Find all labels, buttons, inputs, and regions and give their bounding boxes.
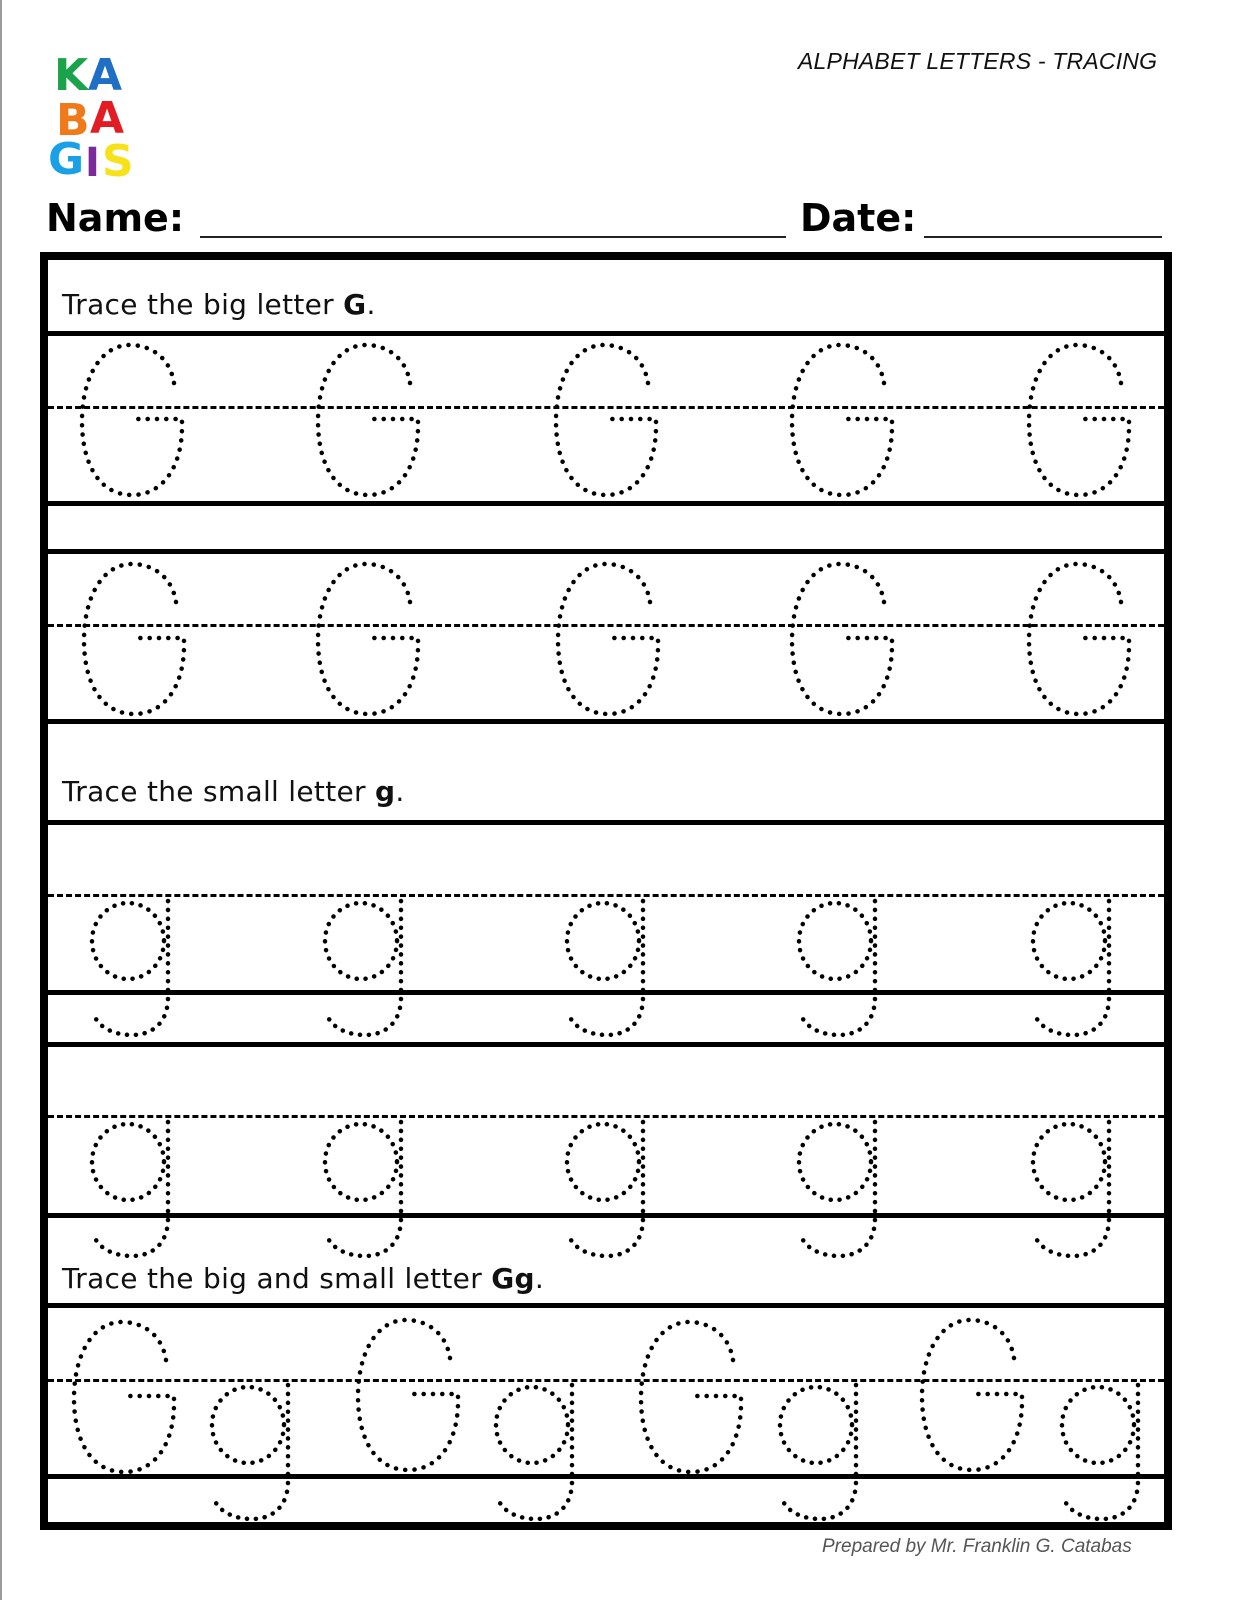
traceable-letter-g[interactable] bbox=[1062, 1385, 1138, 1519]
traceable-letter-G[interactable] bbox=[358, 1320, 458, 1470]
traceable-letter-g[interactable] bbox=[92, 901, 168, 1035]
traceable-letter-g[interactable] bbox=[1033, 1122, 1109, 1256]
instruction-letter: G bbox=[343, 288, 367, 321]
credit-footer: Prepared by Mr. Franklin G. Catabas bbox=[822, 1536, 1132, 1557]
traceable-letter-g[interactable] bbox=[496, 1385, 572, 1519]
traceable-letter-g[interactable] bbox=[567, 901, 643, 1035]
trace-row-3 bbox=[92, 901, 1109, 1035]
traceable-letter-G[interactable] bbox=[556, 345, 656, 495]
traceable-letter-g[interactable] bbox=[1033, 901, 1109, 1035]
traceable-letter-g[interactable] bbox=[92, 1122, 168, 1256]
traceable-letter-g[interactable] bbox=[799, 901, 875, 1035]
instruction-text: Trace the small letter bbox=[62, 775, 376, 808]
traceable-letter-g[interactable] bbox=[325, 901, 401, 1035]
logo-letter-i: I bbox=[85, 140, 100, 186]
traceable-letter-G[interactable] bbox=[74, 1322, 174, 1472]
trace-row-2 bbox=[84, 564, 1129, 714]
traceable-letter-g[interactable] bbox=[780, 1385, 856, 1519]
traceable-letter-g[interactable] bbox=[567, 1122, 643, 1256]
traceable-letter-G[interactable] bbox=[318, 564, 418, 714]
traceable-letter-G[interactable] bbox=[84, 564, 184, 714]
worksheet-title: ALPHABET LETTERS - TRACING bbox=[798, 48, 1158, 74]
traceable-letter-G[interactable] bbox=[641, 1322, 741, 1472]
logo-letter-a2: A bbox=[90, 93, 125, 144]
traceable-letter-g[interactable] bbox=[325, 1122, 401, 1256]
logo-letter-s: S bbox=[102, 136, 134, 187]
traceable-letter-G[interactable] bbox=[82, 345, 182, 495]
instruction-period: . bbox=[366, 288, 376, 321]
traceable-letter-G[interactable] bbox=[558, 564, 658, 714]
traceable-letter-G[interactable] bbox=[792, 564, 892, 714]
traceable-letter-g[interactable] bbox=[212, 1385, 288, 1519]
traceable-letter-g[interactable] bbox=[799, 1122, 875, 1256]
instruction-letter: Gg bbox=[491, 1262, 535, 1295]
date-label: Date: bbox=[800, 196, 917, 240]
instruction-text: Trace the big and small letter bbox=[62, 1262, 492, 1295]
traceable-letter-G[interactable] bbox=[1029, 345, 1129, 495]
logo-letter-g: G bbox=[48, 134, 85, 185]
logo-letter-k: K bbox=[54, 50, 89, 101]
trace-row-4 bbox=[92, 1122, 1109, 1256]
trace-row-5 bbox=[74, 1320, 1138, 1519]
trace-row-1 bbox=[82, 345, 1129, 495]
logo-letter-b: B bbox=[56, 95, 90, 146]
traceable-letter-G[interactable] bbox=[1029, 564, 1129, 714]
instruction-text: Trace the big letter bbox=[62, 288, 344, 321]
traceable-letter-G[interactable] bbox=[792, 345, 892, 495]
logo-letter-a1: A bbox=[88, 50, 123, 101]
instruction-period: . bbox=[395, 775, 405, 808]
instruction-letter: g bbox=[375, 775, 396, 808]
traceable-letter-G[interactable] bbox=[318, 345, 418, 495]
traceable-letter-G[interactable] bbox=[922, 1320, 1022, 1470]
instruction-period: . bbox=[534, 1262, 545, 1295]
name-label: Name: bbox=[46, 196, 185, 240]
